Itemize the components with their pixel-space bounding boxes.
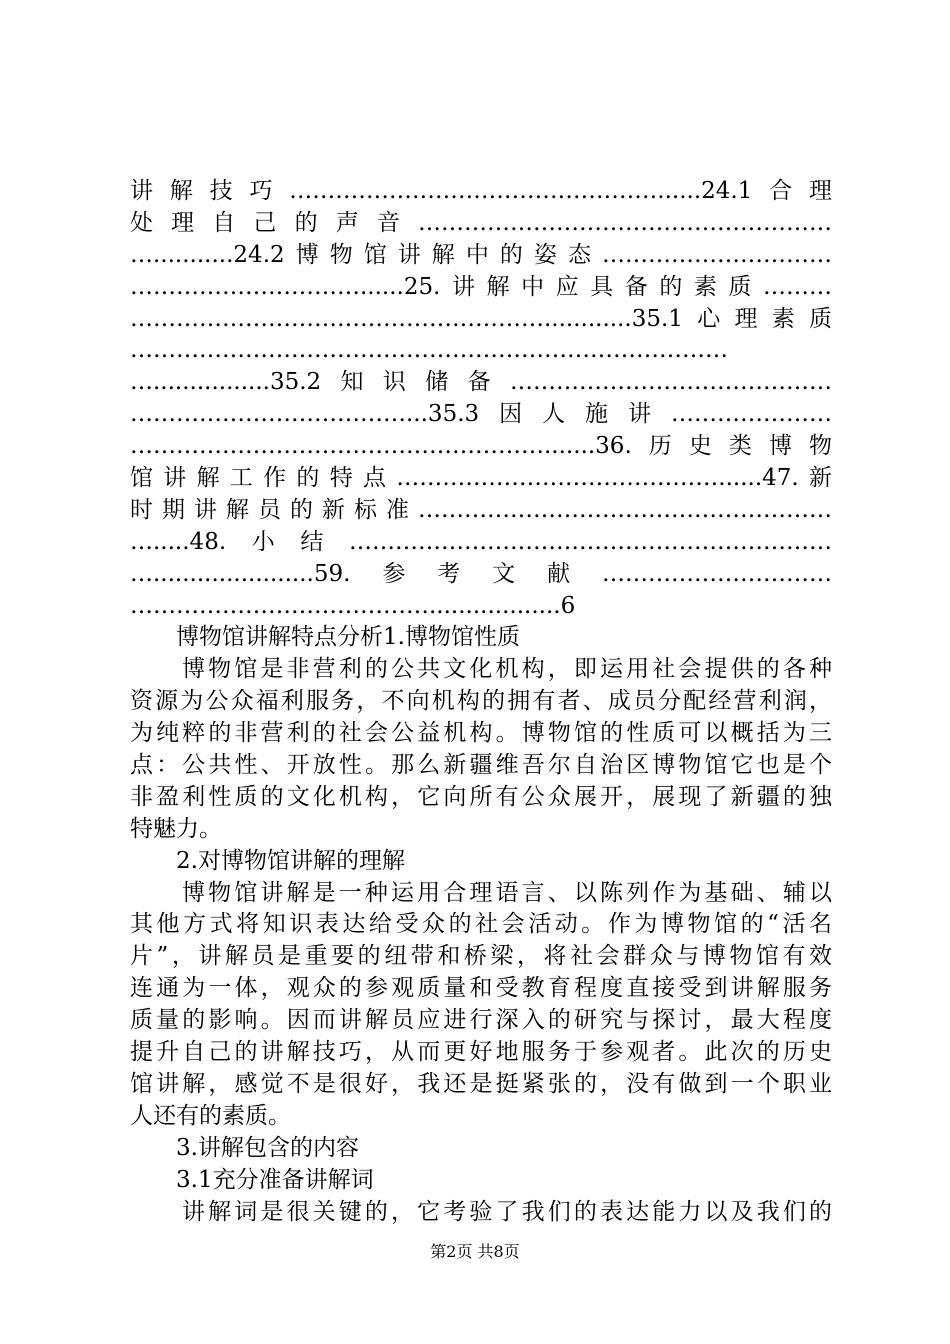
table-of-contents: [130, 176, 832, 622]
paragraph-line: 为纯粹的非营利的社会公益机构。博物馆的性质可以概括为三: [130, 720, 832, 747]
paragraph-line: 馆讲解，感觉不是很好，我还是挺紧张的，没有做到一个职业: [130, 1070, 832, 1097]
paragraph-line: 讲解词是很关键的，它考验了我们的表达能力以及我们的: [182, 1198, 832, 1225]
toc-line: ……………………………………………………………………: [130, 337, 728, 364]
paragraph-line: 人还有的素质。: [130, 1102, 291, 1129]
toc-line: …………………………......25.讲解中应具备的素质………: [130, 273, 832, 300]
toc-line: 馆讲解工作的特点……………………………………......47.新: [130, 465, 832, 492]
toc-line: …...........24.2博物馆讲解中的姿态…………………………: [130, 241, 832, 268]
paragraph-line: 质量的影响。因而讲解员应进行深入的研究与探讨，最大程度: [130, 1007, 832, 1034]
toc-line: 时期讲解员的新标准………………………………………………: [130, 496, 832, 523]
paragraph-line: 连通为一体，观众的参观质量和受教育程度直接受到讲解服务: [130, 975, 832, 1002]
toc-line: ……………………………………………….......36.历史类博物: [130, 433, 832, 460]
page-footer: 第2页 共8页: [430, 1242, 520, 1261]
toc-line: …......................59.参考文献…………………………: [130, 560, 832, 587]
paragraph-line: 非盈利性质的文化机构，它向所有公众展开，展现了新疆的独: [130, 783, 832, 810]
paragraph-line: 资源为公众福利服务，不向机构的拥有者、成员分配经营利润，: [130, 688, 832, 715]
paragraph-understanding: [130, 878, 832, 1133]
paragraph-line: 提升自己的讲解技巧，从而更好地服务于参观者。此次的历史: [130, 1039, 832, 1066]
toc-line: …................35.2知识储备……………………………………: [130, 369, 832, 396]
subsection-heading: 3.1充分准备讲解词: [176, 1166, 374, 1193]
paragraph-script: [130, 1197, 832, 1229]
toc-line: ………………………………...35.3因人施讲…………………: [130, 401, 832, 428]
toc-line: …………………………………..................6: [130, 592, 576, 619]
toc-line: ….....48.小结………………………………………………………: [130, 528, 832, 555]
document-body: [130, 176, 832, 1228]
paragraph-line: 博物馆是非营利的公共文化机构，即运用社会提供的各种: [182, 656, 832, 683]
section-heading: 2.对博物馆讲解的理解: [176, 847, 405, 874]
toc-line: 讲解技巧…………………………………………......24.1合理: [130, 178, 832, 204]
toc-line: 处理自己的声音………………………………………………: [130, 209, 832, 236]
paragraph-line: 博物馆讲解是一种运用合理语言、以陈列作为基础、辅以: [182, 879, 832, 906]
paragraph-line: 点：公共性、开放性。那么新疆维吾尔自治区博物馆它也是个: [130, 752, 832, 779]
paragraph-line: 特魅力。: [130, 815, 222, 842]
section-heading: 3.讲解包含的内容: [176, 1134, 359, 1161]
toc-line: ………………………………………………............35.1心理素质: [130, 305, 832, 332]
paragraph-museum-nature: [130, 654, 832, 845]
paragraph-line: 其他方式将知识表达给受众的社会活动。作为博物馆的“活名: [130, 911, 832, 938]
paragraph-line: 片”，讲解员是重要的纽带和桥梁，将社会群众与博物馆有效: [130, 943, 832, 970]
section-heading: 博物馆讲解特点分析1.博物馆性质: [176, 624, 520, 651]
